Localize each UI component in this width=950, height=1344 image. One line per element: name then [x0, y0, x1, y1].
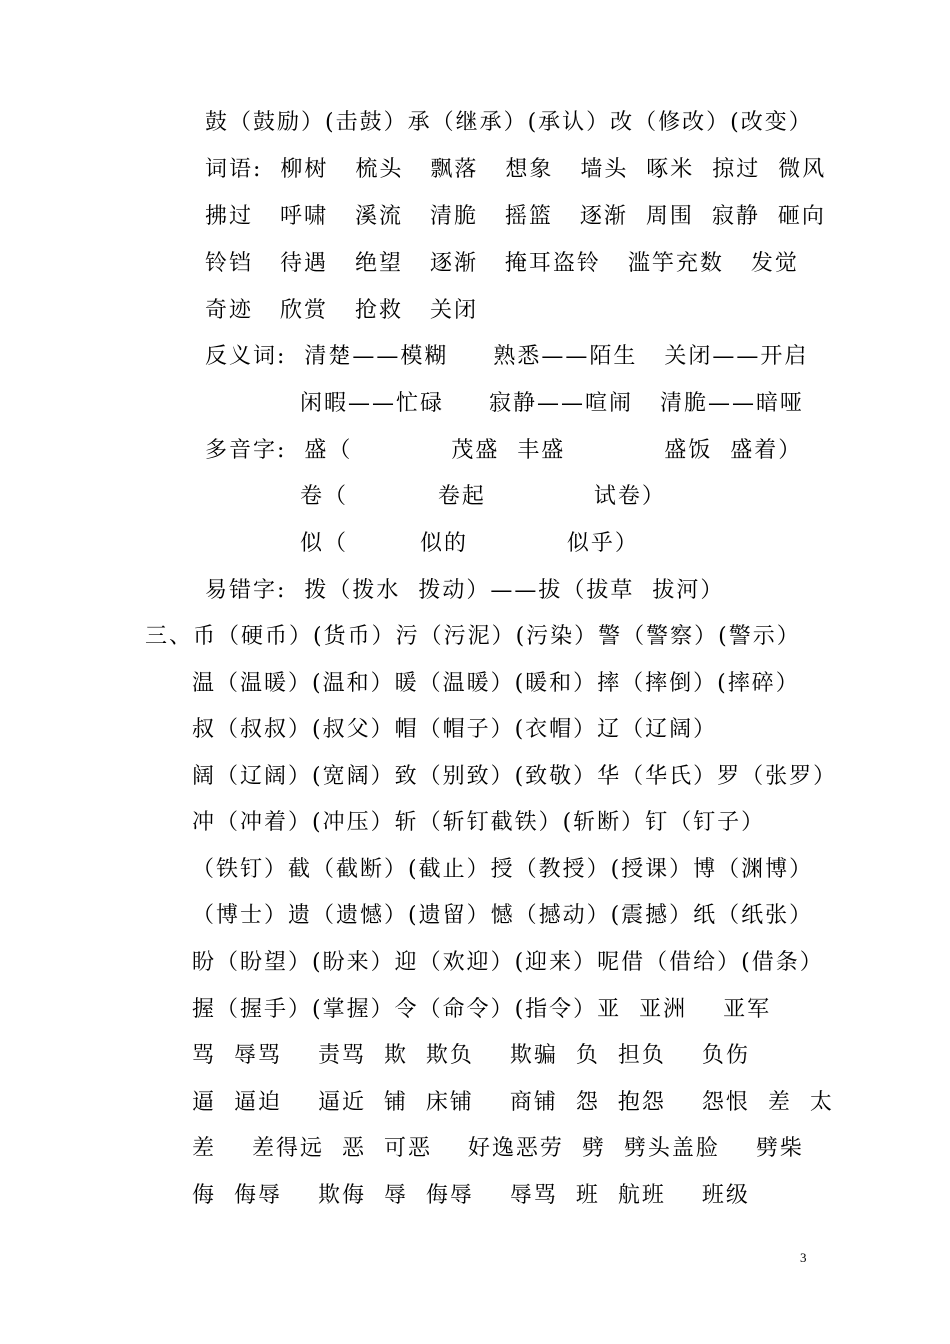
text-line-4: 铃铛 待遇 绝望 逐渐 掩耳盗铃 滥竽充数 发觉 [205, 251, 799, 276]
text-line-24: 侮 侮辱 欺侮 辱 侮辱 辱骂 班 航班 班级 [192, 1183, 750, 1208]
text-line-13: 温（温暖）(温和）暖（温暖）(暖和）摔（摔倒）(摔碎） [192, 671, 800, 696]
text-line-3: 拂过 呼啸 溪流 清脆 摇篮 逐渐 周围 寂静 砸向 [205, 204, 826, 229]
text-line-18: （博士）遗（遗憾）(遗留）憾（撼动）(震撼）纸（纸张） [192, 903, 814, 928]
text-line-19: 盼（盼望）(盼来）迎（欢迎）(迎来）呢借（借给）(借条） [192, 950, 824, 975]
text-line-14: 叔（叔叔）(叔父）帽（帽子）(衣帽）辽（辽阔） [192, 717, 718, 742]
text-line-12: 三、币（硬币）(货币）污（污泥）(污染）警（警察）(警示） [145, 624, 801, 649]
text-line-2: 词语: 柳树 梳头 飘落 想象 墙头 啄米 掠过 微风 [205, 157, 827, 182]
text-line-10: 似（ 似的 似乎） [300, 531, 639, 556]
text-line-11: 易错字: 拨（拨水 拨动）——拔（拔草 拔河） [205, 578, 725, 603]
text-line-6: 反义词: 清楚——模糊 熟悉——陌生 关闭——开启 [205, 344, 809, 369]
text-line-15: 阔（辽阔）(宽阔）致（别致）(致敬）华（华氏）罗（张罗） [192, 764, 838, 789]
text-line-1: 鼓（鼓励）(击鼓）承（继承）(承认）改（修改）(改变） [205, 110, 813, 135]
page-number: 3 [800, 1250, 807, 1265]
text-line-16: 冲（冲着）(冲压）斩（斩钉截铁）(斩断）钉（钉子） [192, 810, 766, 835]
text-line-20: 握（握手）(掌握）令（命令）(指令）亚 亚洲 亚军 [192, 997, 772, 1022]
text-line-9: 卷（ 卷起 试卷） [300, 484, 666, 509]
text-line-21: 骂 辱骂 责骂 欺 欺负 欺骗 负 担负 负伤 [192, 1043, 750, 1068]
text-line-17: （铁钉）截（截断）(截止）授（教授）(授课）博（渊博） [192, 857, 814, 882]
text-line-7: 闲暇——忙碌 寂静——喧闹 清脆——暗哑 [300, 391, 804, 416]
text-line-8: 多音字: 盛（ 茂盛 丰盛 盛饭 盛着） [205, 438, 803, 463]
text-line-22: 逼 逼迫 逼近 铺 床铺 商铺 怨 抱怨 怨恨 差 太 [192, 1090, 834, 1115]
text-line-5: 奇迹 欣赏 抢救 关闭 [205, 298, 478, 323]
text-line-23: 差 差得远 恶 可恶 好逸恶劳 劈 劈头盖脸 劈柴 [192, 1136, 804, 1161]
